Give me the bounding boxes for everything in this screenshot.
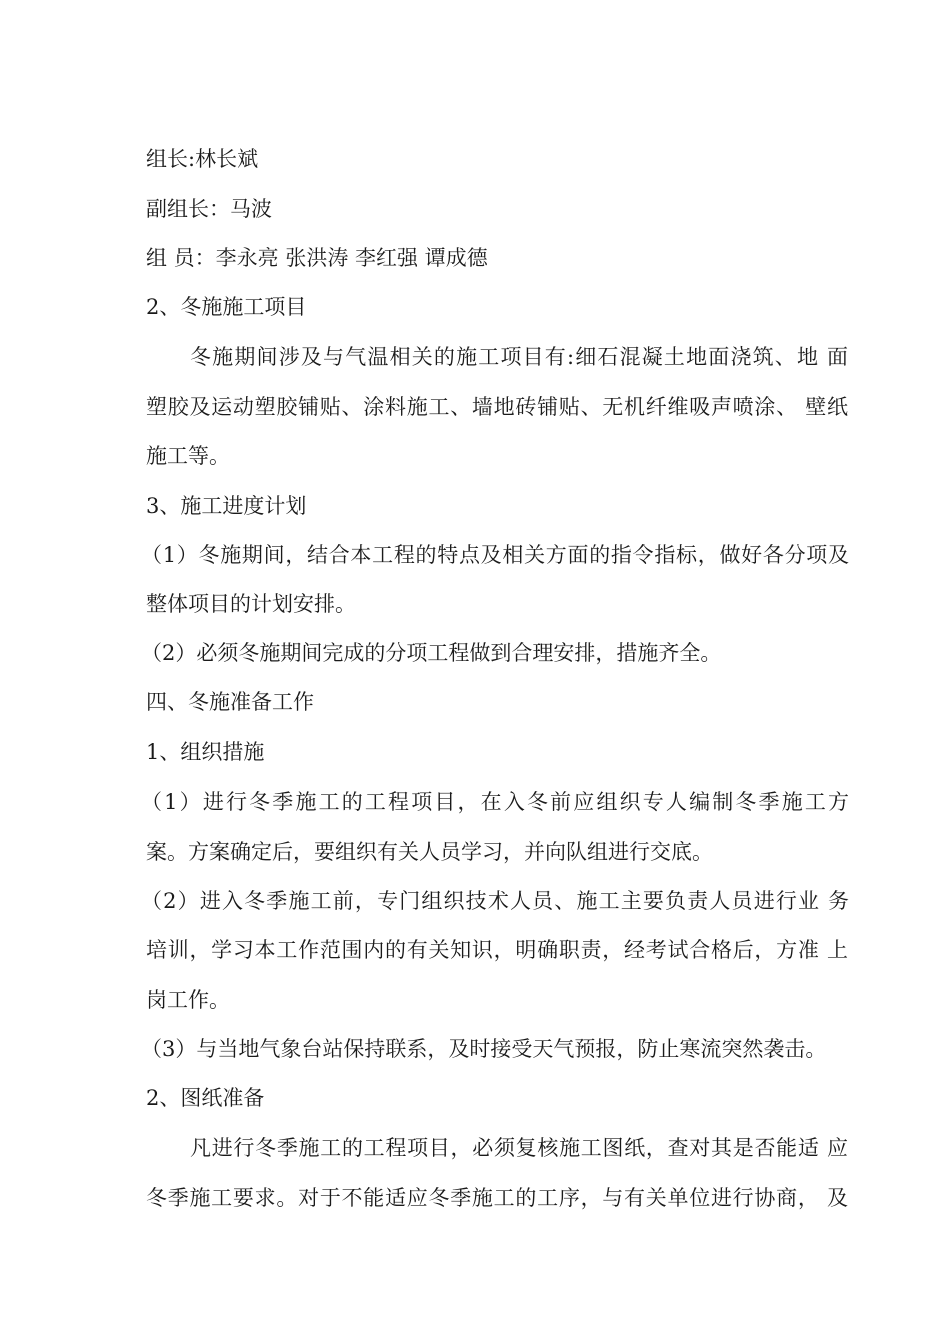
paragraph-line: 案。方案确定后，要组织有关人员学习，并向队组进行交底。: [146, 840, 713, 864]
paragraph-line: 塑胶及运动塑胶铺贴、涂料施工、墙地砖铺贴、无机纤维吸声喷涂、 壁纸: [146, 395, 848, 419]
team-leader-line: 组长:林长斌: [146, 147, 259, 171]
section-heading: 3、施工进度计划: [146, 494, 307, 518]
paragraph-line: 冬季施工要求。对于不能适应冬季施工的工序，与有关单位进行协商， 及: [146, 1186, 848, 1210]
paragraph-line: （2）必须冬施期间完成的分项工程做到合理安排，措施齐全。: [141, 641, 722, 665]
section-heading: 2、冬施施工项目: [146, 295, 307, 319]
paragraph-line: 培训，学习本工作范围内的有关知识，明确职责，经考试合格后，方准 上: [146, 938, 848, 962]
deputy-leader-line: 副组长：马波: [146, 197, 272, 221]
chapter-heading: 四、冬施准备工作: [146, 690, 314, 714]
section-heading: 1、组织措施: [146, 740, 265, 764]
paragraph-line: （3）与当地气象台站保持联系，及时接受天气预报，防止寒流突然袭击。: [141, 1037, 827, 1061]
paragraph-line: 整体项目的计划安排。: [146, 592, 356, 616]
section-heading: 2、图纸准备: [146, 1086, 265, 1110]
paragraph-line: 冬施期间涉及与气温相关的施工项目有:细石混凝土地面浇筑、地 面: [190, 345, 848, 369]
paragraph-line: 岗工作。: [146, 988, 230, 1012]
paragraph-line: （1）冬施期间，结合本工程的特点及相关方面的指令指标，做好各分项及: [141, 543, 849, 567]
paragraph-line: （2）进入冬季施工前，专门组织技术人员、施工主要负责人员进行业 务: [141, 889, 849, 913]
team-members-line: 组 员：李永亮 张洪涛 李红强 谭成德: [146, 246, 488, 270]
paragraph-line: 施工等。: [146, 444, 230, 468]
paragraph-line: （1）进行冬季施工的工程项目，在入冬前应组织专人编制冬季施工方: [141, 790, 849, 814]
paragraph-line: 凡进行冬季施工的工程项目，必须复核施工图纸，查对其是否能适 应: [190, 1136, 848, 1160]
